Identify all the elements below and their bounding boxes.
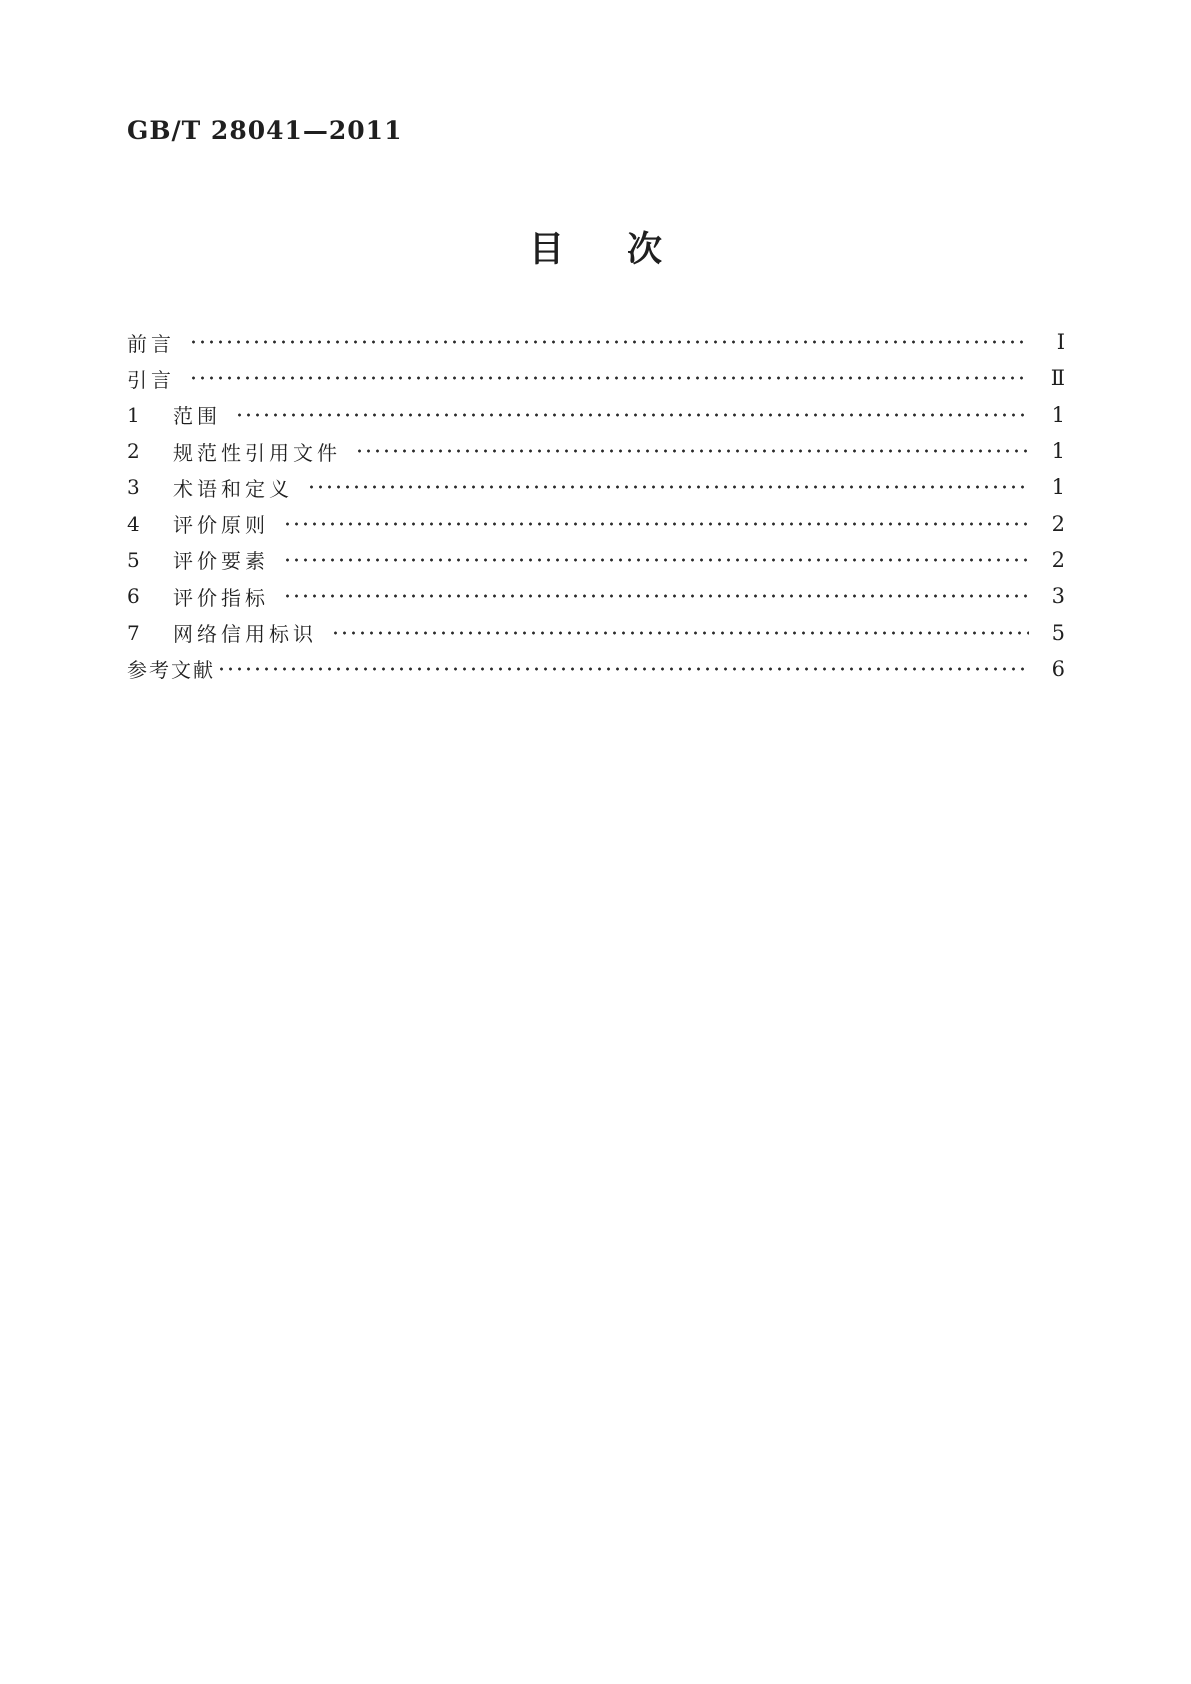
toc-entry (127, 542, 1065, 578)
toc-entry-number: 2 (127, 439, 140, 464)
toc-entry-label: 范围 (173, 404, 221, 429)
toc-entry-page: 1 (1051, 475, 1065, 500)
dot-leader (235, 412, 1029, 418)
dot-leader (283, 521, 1029, 527)
toc-entry-number: 1 (127, 402, 140, 427)
toc-entry-label: 术语和定义 (173, 476, 293, 501)
toc-entry-page: 5 (1051, 620, 1065, 645)
toc-entry-number: 5 (127, 547, 140, 572)
toc-entry-label: 规范性引用文件 (173, 440, 341, 465)
toc-entry-number: 3 (127, 475, 140, 500)
toc-entry-label: 前言 (127, 331, 175, 356)
toc-entry (127, 578, 1065, 614)
table-of-contents (127, 324, 1065, 687)
toc-entry-label: 评价指标 (173, 585, 269, 610)
dot-leader (355, 448, 1029, 454)
toc-entry (127, 433, 1065, 469)
toc-entry-page: 1 (1051, 402, 1065, 427)
toc-entry-number: 7 (127, 620, 140, 645)
toc-entry (127, 324, 1065, 360)
dot-leader (331, 630, 1029, 636)
toc-entry (127, 360, 1065, 396)
toc-entry-label: 引言 (127, 367, 175, 392)
toc-entry-page: 1 (1051, 439, 1065, 464)
toc-entry-label: 评价原则 (173, 513, 269, 538)
toc-entry-page: 6 (1051, 656, 1065, 681)
toc-entry-page: 3 (1051, 584, 1065, 609)
toc-entry-label: 参考文献 (127, 658, 215, 683)
toc-entry-page: Ⅰ (1056, 330, 1065, 355)
toc-entry (127, 397, 1065, 433)
toc-entry (127, 469, 1065, 505)
toc-entry-page: 2 (1051, 511, 1065, 536)
dot-leader (283, 557, 1029, 563)
toc-entry (127, 614, 1065, 650)
dot-leader (189, 339, 1029, 345)
toc-entry-page: 2 (1051, 547, 1065, 572)
toc-entry-label: 评价要素 (173, 549, 269, 574)
dot-leader (217, 666, 1029, 672)
standard-number: GB/T 28041—2011 (127, 116, 403, 145)
toc-entry (127, 651, 1065, 687)
dot-leader (307, 484, 1029, 490)
toc-entry (127, 505, 1065, 541)
dot-leader (189, 375, 1029, 381)
dot-leader (283, 593, 1029, 599)
toc-entry-page: Ⅱ (1050, 366, 1065, 391)
page-title: 目 次 (528, 229, 676, 270)
toc-entry-number: 6 (127, 584, 140, 609)
toc-entry-number: 4 (127, 511, 140, 536)
toc-entry-label: 网络信用标识 (173, 622, 317, 647)
